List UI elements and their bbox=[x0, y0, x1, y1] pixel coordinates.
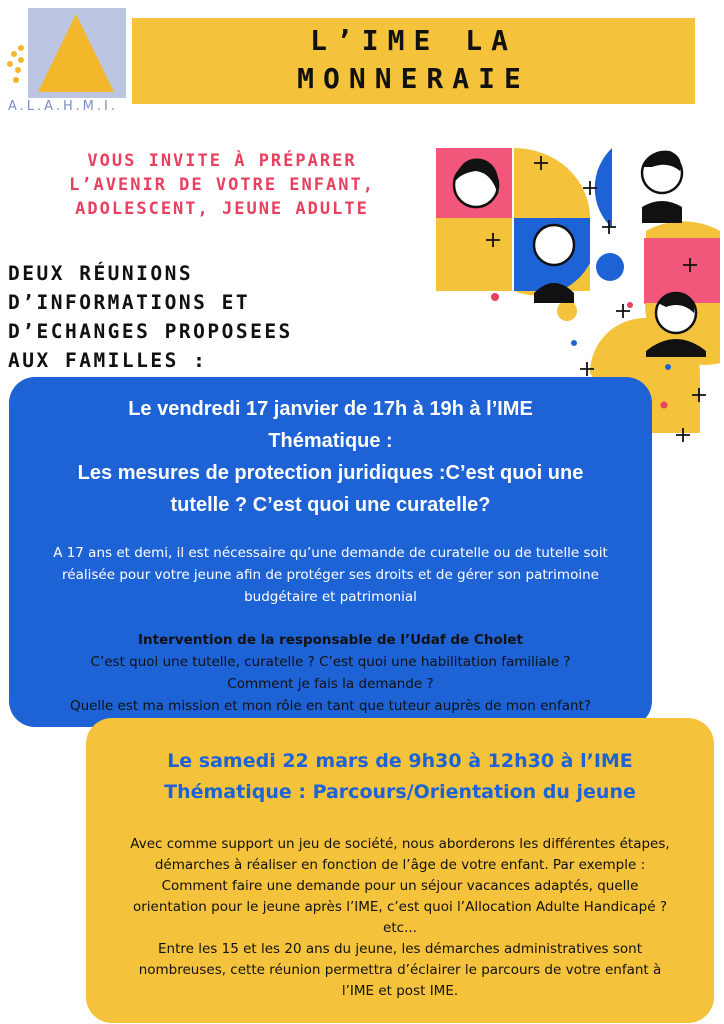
meeting-2-line-3: Comment faire une demande pour un séjour vacances adaptés, quelle bbox=[161, 878, 639, 894]
meeting-2-line-4: orientation pour le jeune après l’IME, c’est quoi l’Allocation Adulte Handicapé ? bbox=[132, 899, 668, 915]
meeting-1-intervention: Intervention de la responsable de l’Udaf de Cholet bbox=[138, 632, 523, 648]
meeting-1-theme-line-2: tutelle ? C’est quoi une curatelle? bbox=[170, 494, 491, 516]
logo-text: A.L.A.H.M.I. bbox=[8, 99, 118, 114]
meeting-2-theme: Thématique : Parcours/Orientation du jeune bbox=[164, 781, 636, 803]
meeting-2-line-1: Avec comme support un jeu de société, nous aborderons les différentes étapes, bbox=[130, 836, 670, 852]
meeting-2-line-7: nombreuses, cette réunion permettra d’éclairer le parcours de votre enfant à bbox=[138, 962, 662, 978]
meeting-1-desc-line-3: budgétaire et patrimonial bbox=[244, 589, 417, 605]
meeting-1-desc-line-2: réalisée pour votre jeune afin de protéger ses droits et de gérer son patrimoine bbox=[62, 567, 599, 583]
meeting-1-question-3: Quelle est ma mission et mon rôle en tant que tuteur auprès de mon enfant? bbox=[69, 698, 592, 714]
title-line-2: MONNERAIE bbox=[297, 62, 530, 95]
meeting-1-desc-line-1: A 17 ans et demi, il est nécessaire qu’une demande de curatelle ou de tutelle soit bbox=[53, 545, 608, 561]
meeting-2-line-6: Entre les 15 et les 20 ans du jeune, les démarches administratives sont bbox=[158, 941, 642, 957]
meeting-2-line-2: démarches à réaliser en fonction de l’âge de votre enfant. Par exemple : bbox=[154, 857, 646, 873]
meeting-1-question-2: Comment je fais la demande ? bbox=[227, 676, 434, 692]
meetings-heading-line-1: DEUX RÉUNIONS bbox=[8, 262, 194, 285]
meetings-heading-line-4: AUX FAMILLES : bbox=[8, 349, 208, 372]
meeting-2-line-8: l’IME et post IME. bbox=[341, 983, 459, 999]
meeting-1-theme-label: Thématique : bbox=[268, 430, 393, 452]
title-line-1: L’IME LA bbox=[310, 24, 517, 57]
meetings-heading-line-3: D’ECHANGES PROPOSEES bbox=[8, 320, 293, 343]
meeting-2-date: Le samedi 22 mars de 9h30 à 12h30 à l’IME bbox=[167, 750, 633, 772]
meetings-heading-line-2: D’INFORMATIONS ET bbox=[8, 291, 251, 314]
invite-line-1: VOUS INVITE À PRÉPARER bbox=[87, 151, 357, 171]
meeting-1-theme-line-1: Les mesures de protection juridiques :C’est quoi une bbox=[77, 462, 584, 484]
meeting-1-date: Le vendredi 17 janvier de 17h à 19h à l’IME bbox=[128, 398, 533, 420]
invite-line-2: L’AVENIR DE VOTRE ENFANT, bbox=[69, 175, 375, 195]
meeting-1-question-1: C’est quoi une tutelle, curatelle ? C’est quoi une habilitation familiale ? bbox=[90, 654, 571, 670]
meeting-2-line-5: etc... bbox=[383, 920, 417, 936]
invite-line-3: ADOLESCENT, JEUNE ADULTE bbox=[75, 199, 369, 219]
